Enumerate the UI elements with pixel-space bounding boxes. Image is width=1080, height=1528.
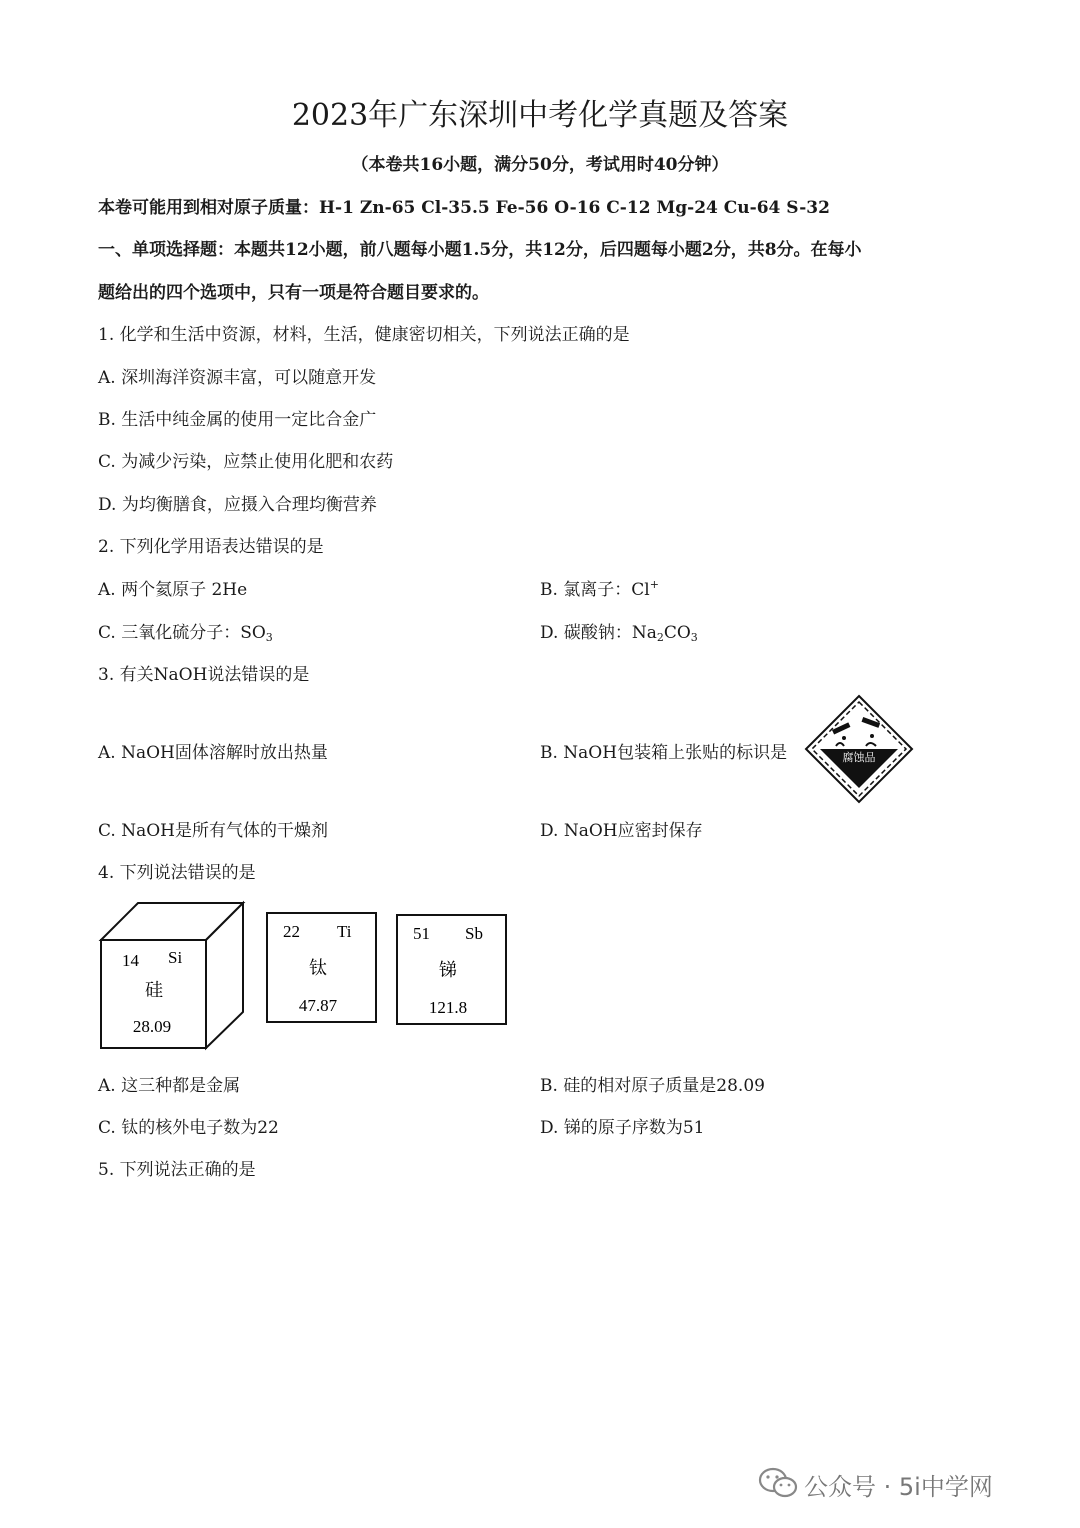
question-4-option-b: B. 硅的相对原子质量是28.09 [540, 1076, 765, 1096]
atomic-masses: 本卷可能用到相对原子质量：H-1 Zn-65 Cl-35.5 Fe-56 O-16 C-12 Mg-24 Cu-64 S-32 [98, 198, 830, 218]
question-2-option-d [540, 618, 698, 644]
question-2-option-b [540, 575, 659, 600]
element-number: 51 [413, 924, 430, 943]
element-symbol: Ti [337, 922, 352, 941]
question-3-stem: 3. 有关NaOH说法错误的是 [98, 665, 310, 685]
page-title: 2023年广东深圳中考化学真题及答案 [291, 98, 789, 133]
question-1-option-b: B. 生活中纯金属的使用一定比合金广 [98, 410, 377, 430]
element-card-sb [395, 913, 509, 1027]
charge-superscript: + [649, 578, 659, 591]
element-name: 硅 [145, 980, 163, 1000]
option-d-text: D. 碳酸钠：Na [540, 623, 657, 643]
question-4-option-d: D. 锑的原子序数为51 [540, 1118, 705, 1138]
subscript: 2 [656, 631, 664, 644]
question-2-stem: 2. 下列化学用语表达错误的是 [98, 537, 324, 557]
wechat-icon [758, 1466, 798, 1500]
element-number: 14 [122, 951, 139, 970]
question-1-option-d: D. 为均衡膳食，应摄入合理均衡营养 [98, 495, 377, 515]
option-b-text: B. 氯离子：Cl [540, 580, 650, 600]
element-number: 22 [283, 922, 300, 941]
option-c-text: C. 三氧化硫分子：SO [98, 623, 266, 643]
section-heading-line1: 一、单项选择题：本题共12小题，前八题每小题1.5分，共12分，后四题每小题2分，共8分。在每小 [98, 240, 862, 260]
corrosive-hazard-icon [804, 694, 914, 804]
hazard-label: 腐蚀品 [842, 751, 876, 764]
question-2-option-c [98, 618, 273, 644]
element-symbol: Si [168, 948, 183, 967]
watermark-text: 公众号 · 5i中学网 [804, 1473, 993, 1501]
question-4-option-a: A. 这三种都是金属 [98, 1076, 241, 1096]
question-1-option-c: C. 为减少污染，应禁止使用化肥和农药 [98, 452, 394, 472]
element-card-ti [265, 911, 379, 1025]
subscript: 3 [690, 631, 698, 644]
element-mass: 47.87 [298, 996, 338, 1015]
subscript: 3 [265, 631, 273, 644]
question-4-option-c: C. 钛的核外电子数为22 [98, 1118, 279, 1138]
element-mass: 121.8 [428, 998, 468, 1017]
question-4-stem: 4. 下列说法错误的是 [98, 863, 256, 883]
question-5-stem: 5. 下列说法正确的是 [98, 1160, 256, 1180]
section-heading-line2: 题给出的四个选项中，只有一项是符合题目要求的。 [98, 283, 489, 303]
element-symbol: Sb [465, 924, 483, 943]
question-3-option-d: D. NaOH应密封保存 [540, 821, 703, 841]
element-mass: 28.09 [132, 1017, 172, 1036]
question-2-option-a: A. 两个氦原子 2He [98, 580, 248, 600]
question-3-option-c: C. NaOH是所有气体的干燥剂 [98, 821, 328, 841]
exam-info: （本卷共16小题，满分50分，考试用时40分钟） [351, 155, 729, 175]
question-3-option-b: B. NaOH包装箱上张贴的标识是 [540, 743, 788, 763]
element-name: 锑 [439, 960, 457, 980]
question-1-stem: 1. 化学和生活中资源，材料，生活，健康密切相关，下列说法正确的是 [98, 325, 630, 345]
element-name: 钛 [309, 958, 327, 978]
question-3-option-a: A. NaOH固体溶解时放出热量 [98, 743, 328, 763]
question-1-option-a: A. 深圳海洋资源丰富，可以随意开发 [98, 368, 377, 388]
formula-part: CO [663, 623, 691, 643]
element-card-si [98, 900, 248, 1052]
